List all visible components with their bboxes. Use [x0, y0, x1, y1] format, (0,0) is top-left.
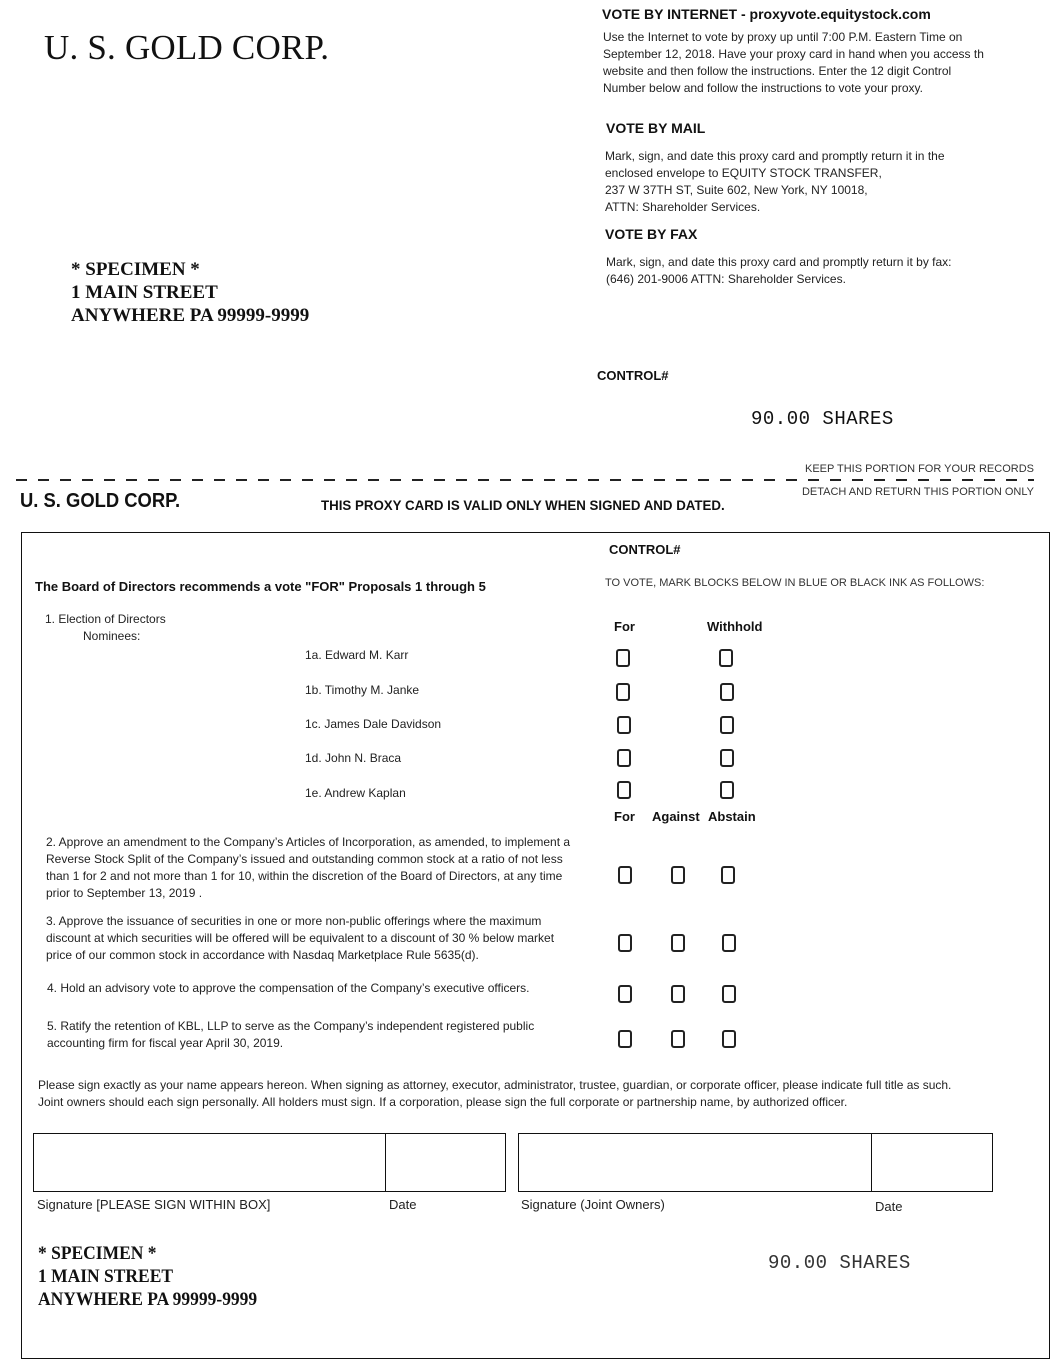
proposal-5-against-checkbox[interactable]	[671, 1030, 685, 1048]
proposal-4-abstain-checkbox[interactable]	[722, 985, 736, 1003]
board-recommendation: The Board of Directors recommends a vote "FOR" Proposals 1 through 5	[35, 579, 486, 594]
nominee-1e-withhold-checkbox[interactable]	[720, 781, 734, 799]
shareholder-name: * SPECIMEN *	[38, 1243, 157, 1264]
column-for: For	[614, 809, 635, 824]
nominee-1e-for-checkbox[interactable]	[617, 781, 631, 799]
nominee-1a: 1a. Edward M. Karr	[305, 648, 409, 662]
nominee-1c-for-checkbox[interactable]	[617, 716, 631, 734]
detach-line	[16, 479, 1034, 481]
vote-by-fax-text	[606, 254, 952, 288]
nominee-1d-withhold-checkbox[interactable]	[720, 749, 734, 767]
shareholder-street: 1 MAIN STREET	[71, 282, 218, 303]
shareholder-city: ANYWHERE PA 99999-9999	[38, 1289, 258, 1310]
joint-signature-label: Signature (Joint Owners)	[521, 1197, 665, 1212]
vote-by-internet-heading: VOTE BY INTERNET - proxyvote.equitystock.com	[602, 6, 931, 22]
text-line: Use the Internet to vote by proxy up until 7:00 P.M. Eastern Time on	[603, 30, 963, 44]
proposal-5-abstain-checkbox[interactable]	[722, 1030, 736, 1048]
nominee-1b-for-checkbox[interactable]	[616, 683, 630, 701]
shareholder-name: * SPECIMEN *	[71, 259, 200, 280]
proposal-2-for-checkbox[interactable]	[618, 866, 632, 884]
proposal-4-for-checkbox[interactable]	[618, 985, 632, 1003]
text-line: prior to September 13, 2019 .	[46, 886, 203, 900]
text-line: Number below and follow the instructions to vote your proxy.	[603, 81, 923, 95]
text-line: discount at which securities will be offered will be equivalent to a discount of 30 % below market	[46, 931, 555, 945]
text-line: 237 W 37TH ST, Suite 602, New York, NY 10018,	[605, 183, 868, 197]
text-line: Reverse Stock Split of the Company’s issued and outstanding common stock at a ratio of not less	[46, 852, 563, 866]
shareholder-address	[71, 258, 309, 327]
text-line: price of our common stock in accordance with Nasdaq Marketplace Rule 5635(d).	[46, 948, 479, 962]
proposal-3-abstain-checkbox[interactable]	[722, 934, 736, 952]
text-line: Mark, sign, and date this proxy card and promptly return it in the	[605, 149, 945, 163]
date-field[interactable]	[385, 1133, 506, 1192]
column-for: For	[614, 619, 635, 634]
shareholder-street: 1 MAIN STREET	[38, 1266, 174, 1287]
keep-portion-label: KEEP THIS PORTION FOR YOUR RECORDS	[804, 463, 1034, 475]
valid-notice: THIS PROXY CARD IS VALID ONLY WHEN SIGNED AND DATED.	[321, 497, 725, 513]
card-shareholder-address	[38, 1242, 276, 1311]
nominee-1c: 1c. James Dale Davidson	[305, 717, 442, 731]
vote-by-mail-heading: VOTE BY MAIL	[606, 120, 706, 136]
vote-by-mail-text	[605, 148, 945, 216]
control-number-label: CONTROL#	[597, 368, 669, 383]
company-name-header: U. S. GOLD CORP.	[44, 28, 330, 67]
nominees-label: Nominees:	[83, 629, 141, 643]
text-line: ATTN: Shareholder Services.	[605, 200, 761, 214]
text-line: (646) 201-9006 ATTN: Shareholder Services.	[606, 272, 846, 286]
proposal-2-abstain-checkbox[interactable]	[721, 866, 735, 884]
proposal-4-against-checkbox[interactable]	[671, 985, 685, 1003]
proposal-2-against-checkbox[interactable]	[671, 866, 685, 884]
nominee-1c-withhold-checkbox[interactable]	[720, 716, 734, 734]
text-line: 4. Hold an advisory vote to approve the compensation of the Company’s executive officers.	[47, 981, 530, 995]
text-line: September 12, 2018. Have your proxy card in hand when you access th	[603, 47, 984, 61]
date-label: Date	[389, 1197, 417, 1212]
proposal-3-for-checkbox[interactable]	[618, 934, 632, 952]
text-line: enclosed envelope to EQUITY STOCK TRANSFER,	[605, 166, 882, 180]
proposal-1-title: 1. Election of Directors	[45, 612, 166, 626]
nominee-1e: 1e. Andrew Kaplan	[305, 786, 406, 800]
nominee-1d: 1d. John N. Braca	[305, 751, 402, 765]
nominee-1b: 1b. Timothy M. Janke	[305, 683, 420, 697]
nominee-1a-withhold-checkbox[interactable]	[719, 649, 733, 667]
joint-date-label: Date	[875, 1199, 903, 1214]
proposal-5-for-checkbox[interactable]	[618, 1030, 632, 1048]
proposal-2-text	[46, 834, 570, 902]
column-against: Against	[652, 809, 700, 824]
vote-by-fax-heading: VOTE BY FAX	[605, 226, 698, 242]
text-line: 2. Approve an amendment to the Company’s Articles of Incorporation, as amended, to implement a	[46, 835, 571, 849]
column-abstain: Abstain	[708, 809, 756, 824]
text-line: than 1 for 2 and not more than 1 for 10, within the discretion of the Board of Directors, at any time	[46, 869, 563, 883]
proposal-5-text	[47, 1018, 534, 1052]
proposal-3-text	[46, 913, 554, 964]
nominee-1b-withhold-checkbox[interactable]	[720, 683, 734, 701]
proposal-3-against-checkbox[interactable]	[671, 934, 685, 952]
card-shares-count: 90.00 SHARES	[768, 1252, 911, 1274]
vote-by-internet-text	[603, 29, 984, 97]
text-line: Please sign exactly as your name appears hereon. When signing as attorney, executor, administrator, trustee, guardian, or corporate officer, please indicate full title as such.	[38, 1078, 952, 1092]
proposal-4-text	[47, 980, 530, 997]
detach-return-label: DETACH AND RETURN THIS PORTION ONLY	[801, 486, 1034, 498]
nominee-1a-for-checkbox[interactable]	[616, 649, 630, 667]
card-control-number-label: CONTROL#	[609, 542, 681, 557]
signature-field[interactable]	[33, 1133, 386, 1192]
text-line: Mark, sign, and date this proxy card and promptly return it by fax:	[606, 255, 952, 269]
shareholder-city: ANYWHERE PA 99999-9999	[71, 305, 310, 326]
nominee-1d-for-checkbox[interactable]	[617, 749, 631, 767]
sign-instructions	[38, 1077, 951, 1111]
text-line: 5. Ratify the retention of KBL, LLP to serve as the Company’s independent registered public	[47, 1019, 535, 1033]
text-line: accounting firm for fiscal year April 30, 2019.	[47, 1036, 284, 1050]
marking-instructions: TO VOTE, MARK BLOCKS BELOW IN BLUE OR BLACK INK AS FOLLOWS:	[605, 577, 985, 589]
joint-date-field[interactable]	[871, 1133, 993, 1192]
joint-signature-field[interactable]	[518, 1133, 872, 1192]
text-line: Joint owners should each sign personally. All holders must sign. If a corporation, please sign the full corporate or partnership name, by authorized officer.	[38, 1095, 848, 1109]
text-line: website and then follow the instructions. Enter the 12 digit Control	[603, 64, 952, 78]
column-withhold: Withhold	[707, 619, 763, 634]
shares-count: 90.00 SHARES	[751, 408, 894, 430]
company-name-card: U. S. GOLD CORP.	[20, 490, 181, 512]
text-line: 3. Approve the issuance of securities in one or more non-public offerings where the maximum	[46, 914, 542, 928]
signature-label: Signature [PLEASE SIGN WITHIN BOX]	[37, 1197, 271, 1212]
